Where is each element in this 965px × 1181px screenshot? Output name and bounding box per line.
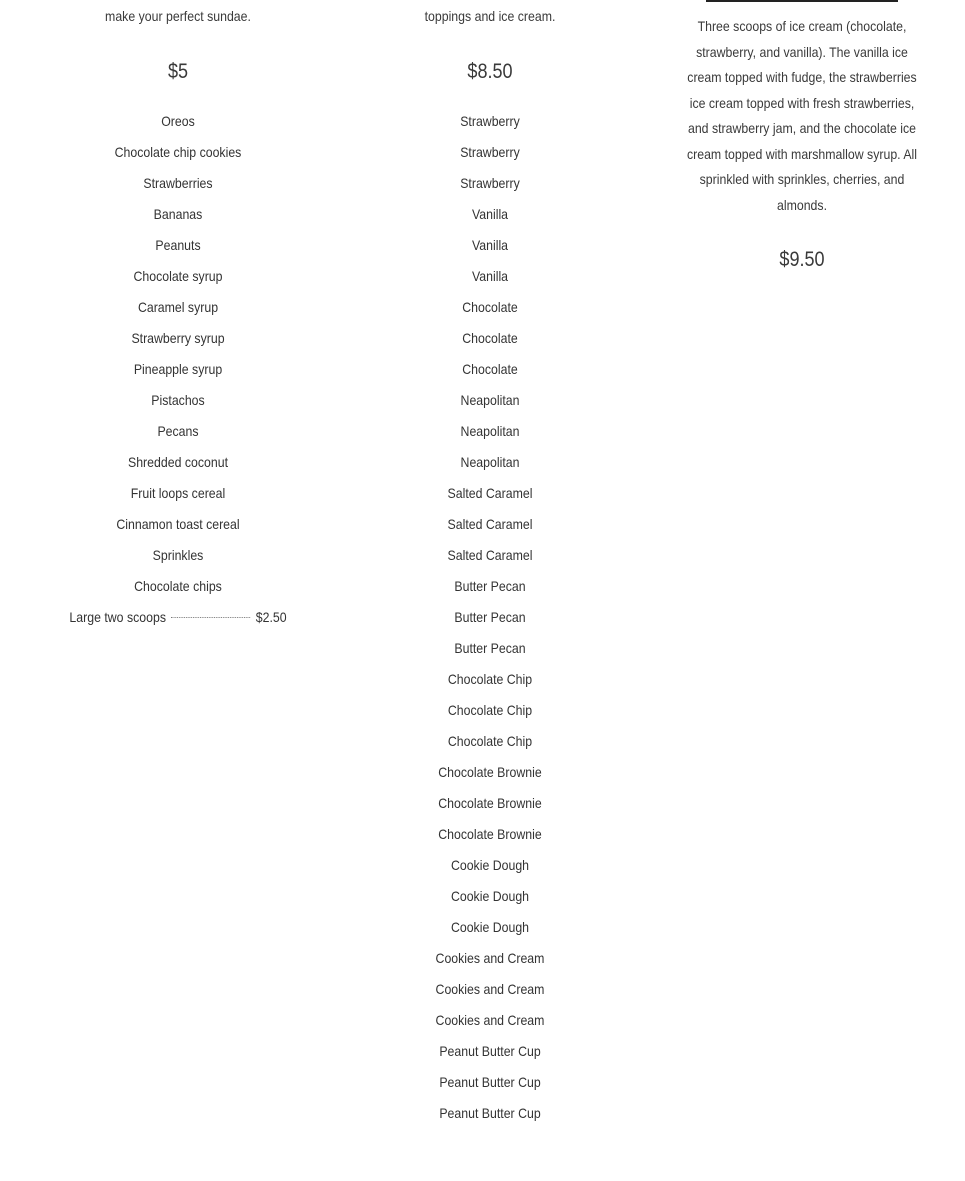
list-item: Salted Caramel <box>447 484 533 501</box>
list-item: Butter Pecan <box>454 577 526 594</box>
list-item: Cookie Dough <box>450 887 530 904</box>
list-item: Peanut Butter Cup <box>439 1073 541 1090</box>
column-price: $9.50 <box>779 248 825 271</box>
extra-option-row <box>50 602 305 633</box>
list-item: Cookies and Cream <box>435 949 545 966</box>
list-item: Cookies and Cream <box>435 1011 545 1028</box>
list-item: Chocolate Chip <box>447 670 533 687</box>
list-item: Butter Pecan <box>454 608 526 625</box>
extra-option-price: $2.50 <box>255 608 287 625</box>
menu-column-signature-sundae <box>668 0 936 294</box>
list-item: Chocolate Brownie <box>438 794 542 811</box>
list-item: Chocolate chips <box>134 577 222 594</box>
menu-column-flavors <box>360 0 620 1129</box>
list-item: Neapolitan <box>460 422 520 439</box>
list-item: Vanilla <box>471 205 509 222</box>
list-item: Chocolate syrup <box>133 267 223 284</box>
list-item: Butter Pecan <box>454 639 526 656</box>
column-description: toppings and ice cream. <box>424 8 556 24</box>
list-item: Neapolitan <box>460 391 520 408</box>
list-item: Chocolate Chip <box>447 701 533 718</box>
list-item: Strawberries <box>143 174 213 191</box>
list-item: Cookies and Cream <box>435 980 545 997</box>
list-item: Pistachos <box>151 391 205 408</box>
list-item: Salted Caramel <box>447 546 533 563</box>
list-item: Shredded coconut <box>127 453 228 470</box>
list-item: Strawberry <box>460 174 520 191</box>
list-item: Chocolate <box>462 360 518 377</box>
column-price: $8.50 <box>467 59 513 83</box>
list-item: Vanilla <box>471 236 509 253</box>
dot-leader <box>171 617 250 618</box>
list-item: Chocolate <box>462 298 518 315</box>
list-item: Peanuts <box>155 236 201 253</box>
flavor-list <box>360 106 620 1129</box>
list-item: Caramel syrup <box>137 298 219 315</box>
list-item: Oreos <box>161 112 195 129</box>
list-item: Sprinkles <box>152 546 204 563</box>
list-item: Chocolate Chip <box>447 732 533 749</box>
list-item: Chocolate chip cookies <box>114 143 242 160</box>
list-item: Pecans <box>157 422 199 439</box>
list-item: Chocolate Brownie <box>438 825 542 842</box>
list-item: Pineapple syrup <box>133 360 223 377</box>
list-item: Salted Caramel <box>447 515 533 532</box>
list-item: Chocolate Brownie <box>438 763 542 780</box>
column-description: make your perfect sundae. <box>105 8 251 24</box>
column-description: Three scoops of ice cream (chocolate, strawberry, and vanilla). The vanilla ice cream topped with fudge, the strawberries ice cream topped with fresh strawberries, and strawberry jam, and the chocolate ice cream topped with marshmallow syrup. All sprinkled with sprinkles, cherries, and almonds. <box>686 18 918 213</box>
list-item: Cookie Dough <box>450 918 530 935</box>
list-item: Peanut Butter Cup <box>439 1042 541 1059</box>
list-item: Chocolate <box>462 329 518 346</box>
list-item: Cookie Dough <box>450 856 530 873</box>
list-item: Strawberry <box>460 112 520 129</box>
topping-list <box>48 106 308 602</box>
column-price: $5 <box>167 59 189 83</box>
list-item: Vanilla <box>471 267 509 284</box>
extra-option-label: Large two scoops <box>69 608 166 625</box>
list-item: Strawberry <box>460 143 520 160</box>
list-item: Cinnamon toast cereal <box>116 515 240 532</box>
list-item: Neapolitan <box>460 453 520 470</box>
list-item: Strawberry syrup <box>131 329 225 346</box>
menu-column-build-your-own <box>48 0 308 633</box>
list-item: Bananas <box>153 205 203 222</box>
list-item: Fruit loops cereal <box>130 484 226 501</box>
list-item: Peanut Butter Cup <box>439 1104 541 1121</box>
